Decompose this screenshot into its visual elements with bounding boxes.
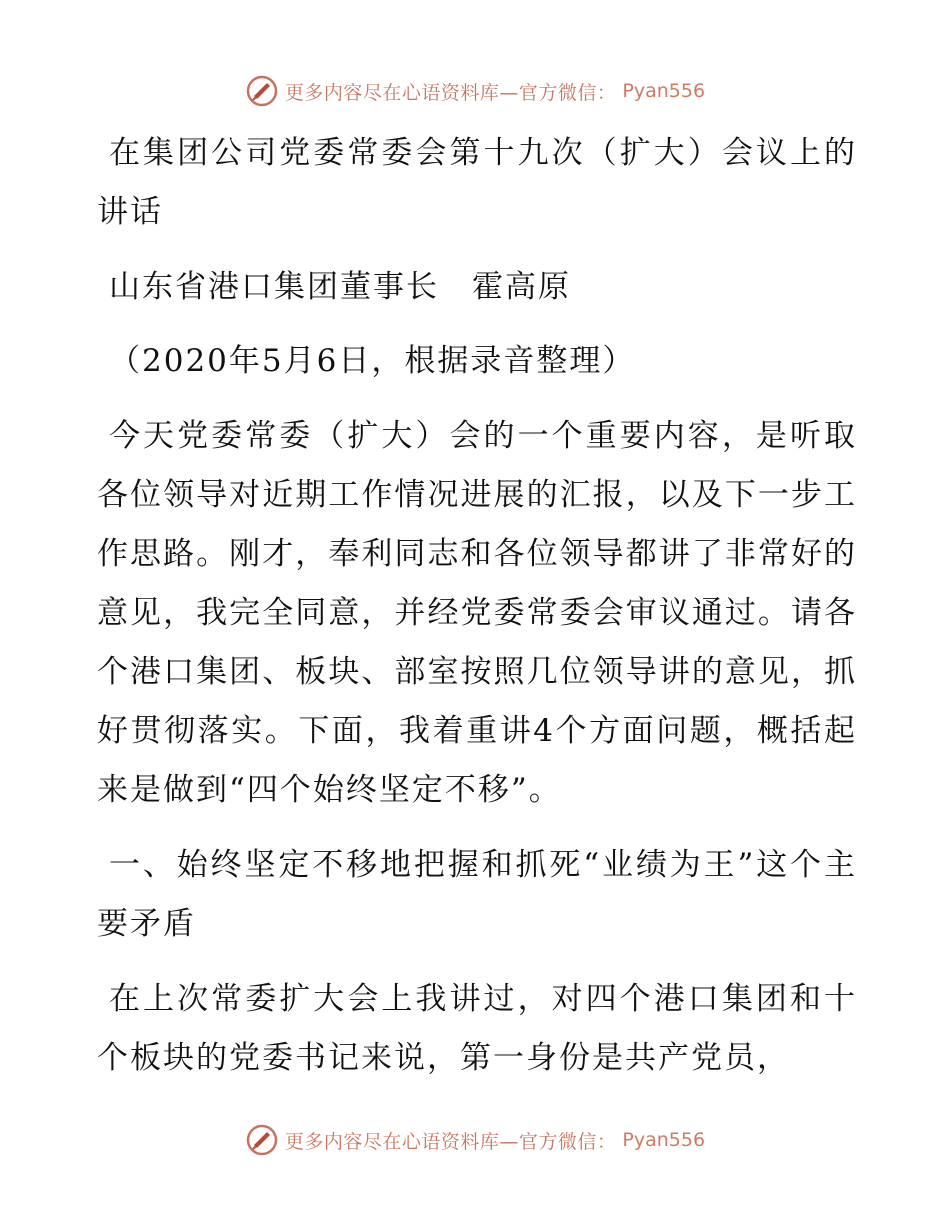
document-date-note: （2020年5月6日，根据录音整理）: [109, 343, 636, 379]
document-title: 在集团公司党委常委会第十九次（扩大）会议上的讲话: [97, 135, 857, 230]
watermark-text: 更多内容尽在心语资料库—官方微信：: [284, 1130, 617, 1153]
body-paragraph-1: 今天党委常委（扩大）会的一个重要内容，是听取各位领导对近期工作情况进展的汇报，以及下一步工作思路。刚才，奉利同志和各位领导都讲了非常好的意见，我完全同意，并经党委常委会审议通过。请各个港口集团、板块、部室按照几位领导讲的意见，抓好贯彻落实。下面，我着重讲4个方面问题，概括起来是做到“四个始终坚定不移”。: [97, 418, 857, 808]
footer-watermark: [0, 1120, 950, 1160]
document-body: [97, 124, 857, 1088]
watermark-text: 更多内容尽在心语资料库—官方微信：: [284, 81, 617, 104]
body-paragraph-2: 在上次常委扩大会上我讲过，对四个港口集团和十个板块的党委书记来说，第一身份是共产党员，: [97, 981, 857, 1076]
watermark-logo-icon: [245, 74, 279, 108]
section-heading-1: 一、始终坚定不移地把握和抓死“业绩为王”这个主要矛盾: [97, 847, 857, 942]
watermark-wechat-id: Pyan556: [622, 1129, 706, 1151]
header-watermark: [0, 71, 950, 111]
document-author: 山东省港口集团董事长 霍高原: [109, 269, 571, 305]
watermark-wechat-id: Pyan556: [622, 80, 706, 102]
watermark-logo-icon: [245, 1123, 279, 1157]
